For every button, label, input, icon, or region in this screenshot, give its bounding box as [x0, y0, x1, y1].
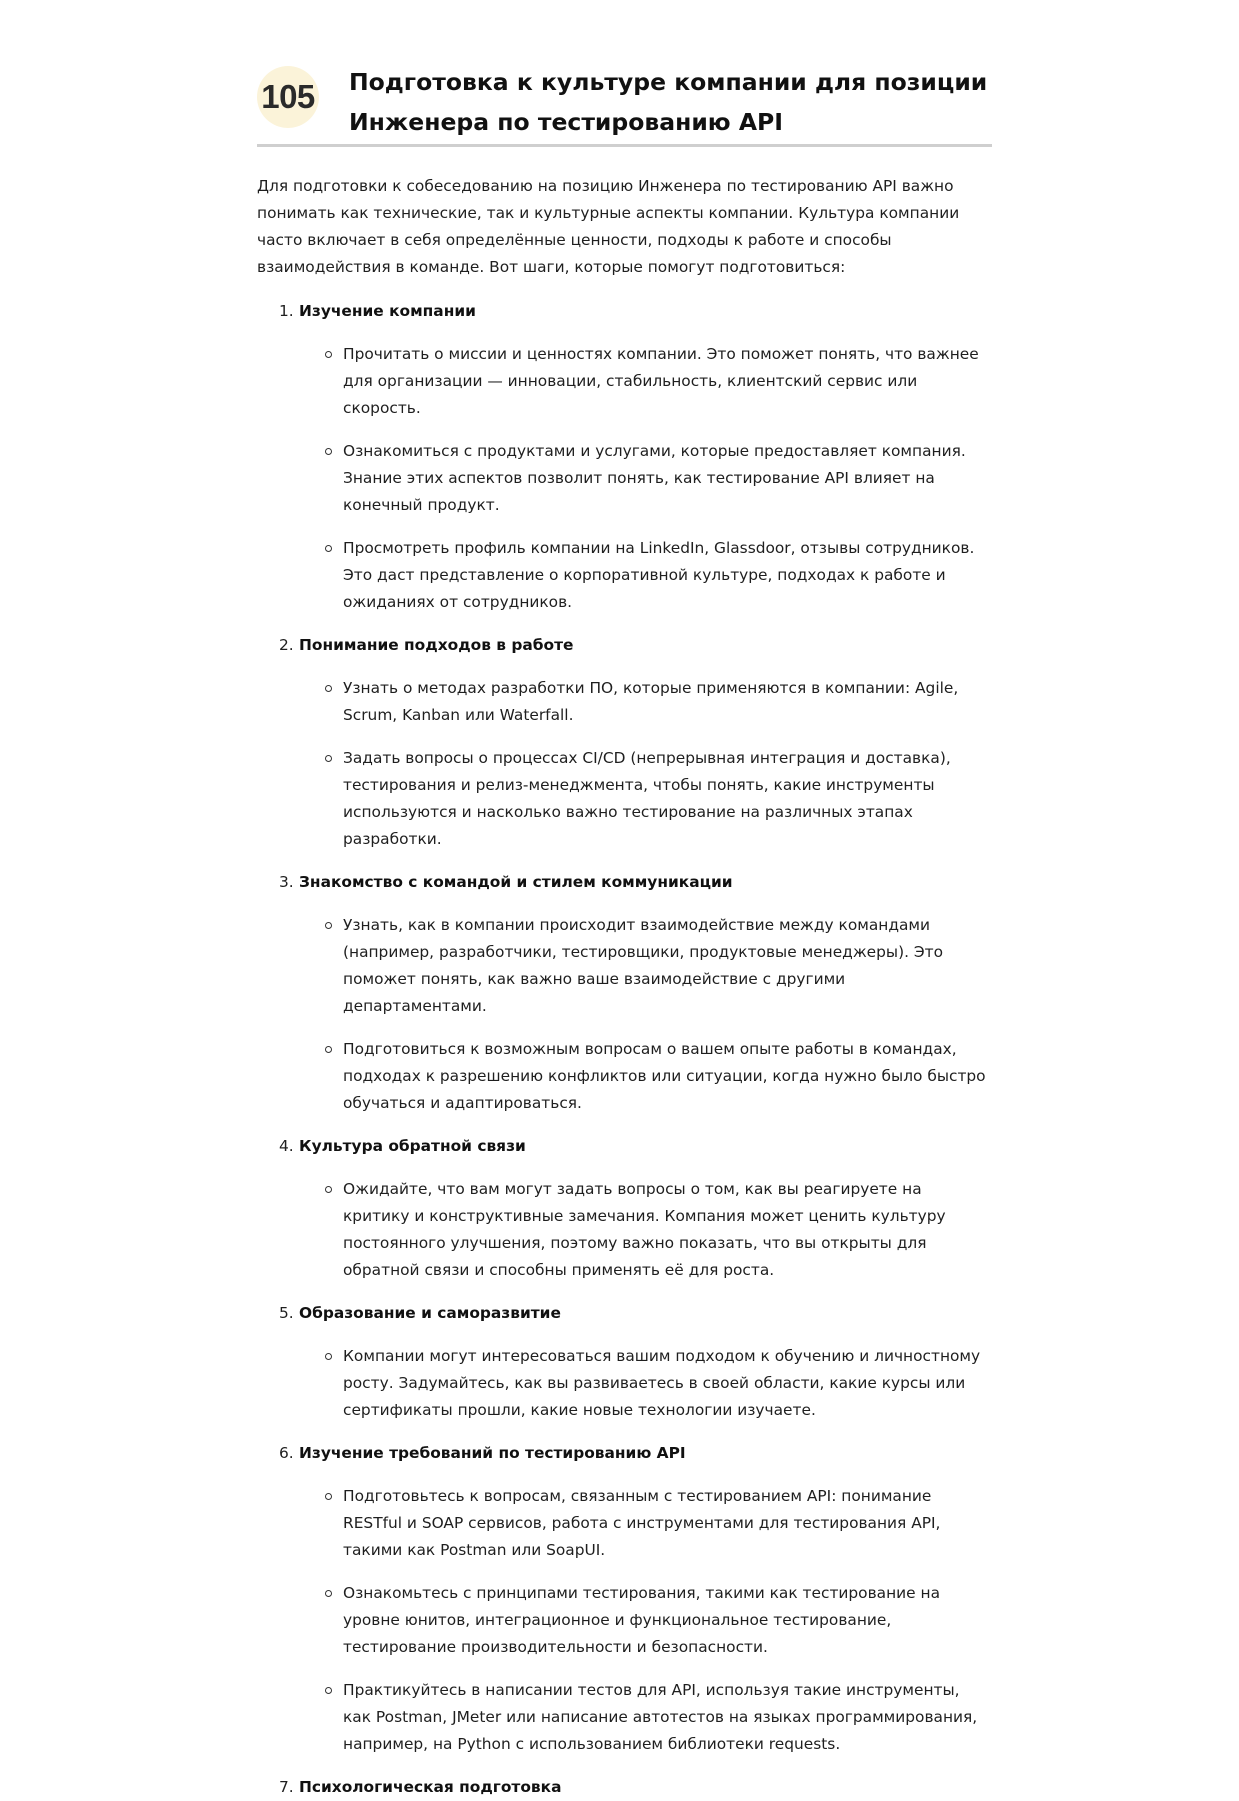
- step-item: [257, 1440, 992, 1758]
- step-item: [257, 1133, 992, 1284]
- step-bullet-list: [279, 675, 992, 853]
- bullet-item: Ознакомьтесь с принципами тестирования, такими как тестирование на уровне юнитов, интеграционное и функциональное тестирование, тестирование производительности и безопасности.: [343, 1580, 992, 1661]
- step-heading: [279, 1133, 992, 1160]
- step-item: [257, 632, 992, 853]
- bullet-item: Задать вопросы о процессах CI/CD (непрерывная интеграция и доставка), тестирования и релиз-менеджмента, чтобы понять, какие инструменты используются и насколько важно тестирование на различных этапах разработки.: [343, 745, 992, 853]
- step-title: Психологическая подготовка: [299, 1778, 562, 1796]
- intro-paragraph: Для подготовки к собеседованию на позицию Инженера по тестированию API важно понимать как технические, так и культурные аспекты компании. Культура компании часто включает в себя определённые ценности, подходы к работе и способы взаимодействия в команде. Вот шаги, которые помогут подготовиться:: [257, 177, 960, 276]
- step-item: [257, 1774, 992, 1801]
- step-number: 3.: [279, 873, 294, 891]
- bullet-item: Прочитать о миссии и ценностях компании. Это поможет понять, что важнее для организации — инновации, стабильность, клиентский сервис или скорость.: [343, 341, 992, 422]
- step-title: Понимание подходов в работе: [299, 636, 574, 654]
- step-heading: [279, 869, 992, 896]
- step-title: Культура обратной связи: [299, 1137, 526, 1155]
- step-number: 2.: [279, 636, 294, 654]
- step-item: [257, 869, 992, 1117]
- chapter-header: [257, 60, 992, 147]
- bullet-item: Подготовьтесь к вопросам, связанным с тестированием API: понимание RESTful и SOAP сервисов, работа с инструментами для тестирования API, такими как Postman или SoapUI.: [343, 1483, 992, 1564]
- bullet-item: Практикуйтесь в написании тестов для API, используя такие инструменты, как Postman, JMeter или написание автотестов на языках программирования, например, на Python с использованием библиотеки requests.: [343, 1677, 992, 1758]
- step-number: 7.: [279, 1778, 294, 1796]
- step-heading: [279, 632, 992, 659]
- chapter-title: Подготовка к культуре компании для позиции Инженера по тестированию API: [349, 68, 988, 136]
- step-title: Изучение компании: [299, 302, 476, 320]
- step-number: 4.: [279, 1137, 294, 1155]
- step-number: 5.: [279, 1304, 294, 1322]
- step-heading: [279, 1300, 992, 1327]
- chapter-number-badge: 105: [257, 66, 319, 128]
- bullet-item: Подготовиться к возможным вопросам о вашем опыте работы в командах, подходах к разрешению конфликтов или ситуации, когда нужно было быстро обучаться и адаптироваться.: [343, 1036, 992, 1117]
- step-bullet-list: [279, 1343, 992, 1424]
- step-bullet-list: [279, 341, 992, 616]
- bullet-item: Просмотреть профиль компании на LinkedIn, Glassdoor, отзывы сотрудников. Это даст представление о корпоративной культуре, подходах к работе и ожиданиях от сотрудников.: [343, 535, 992, 616]
- step-bullet-list: [279, 1483, 992, 1758]
- step-number: 1.: [279, 302, 294, 320]
- step-bullet-list: [279, 1176, 992, 1284]
- step-heading: [279, 1774, 992, 1801]
- document-body: [257, 173, 992, 1801]
- step-title: Изучение требований по тестированию API: [299, 1444, 686, 1462]
- bullet-item: Компании могут интересоваться вашим подходом к обучению и личностному росту. Задумайтесь, как вы развиваетесь в своей области, какие курсы или сертификаты прошли, какие новые технологии изучаете.: [343, 1343, 992, 1424]
- step-heading: [279, 1440, 992, 1467]
- bullet-item: Ознакомиться с продуктами и услугами, которые предоставляет компания. Знание этих аспектов позволит понять, как тестирование API влияет на конечный продукт.: [343, 438, 992, 519]
- bullet-item: Ожидайте, что вам могут задать вопросы о том, как вы реагируете на критику и конструктивные замечания. Компания может ценить культуру постоянного улучшения, поэтому важно показать, что вы открыты для обратной связи и способны применять её для роста.: [343, 1176, 992, 1284]
- step-bullet-list: [279, 912, 992, 1117]
- document-page: [257, 0, 992, 1801]
- step-item: [257, 298, 992, 616]
- step-item: [257, 1300, 992, 1424]
- step-heading: [279, 298, 992, 325]
- step-number: 6.: [279, 1444, 294, 1462]
- bullet-item: Узнать о методах разработки ПО, которые применяются в компании: Agile, Scrum, Kanban или Waterfall.: [343, 675, 992, 729]
- bullet-item: Узнать, как в компании происходит взаимодействие между командами (например, разработчики, тестировщики, продуктовые менеджеры). Это поможет понять, как важно ваше взаимодействие с другими департаментами.: [343, 912, 992, 1020]
- step-title: Образование и саморазвитие: [299, 1304, 561, 1322]
- steps-list: [257, 298, 992, 1801]
- step-title: Знакомство с командой и стилем коммуникации: [299, 873, 733, 891]
